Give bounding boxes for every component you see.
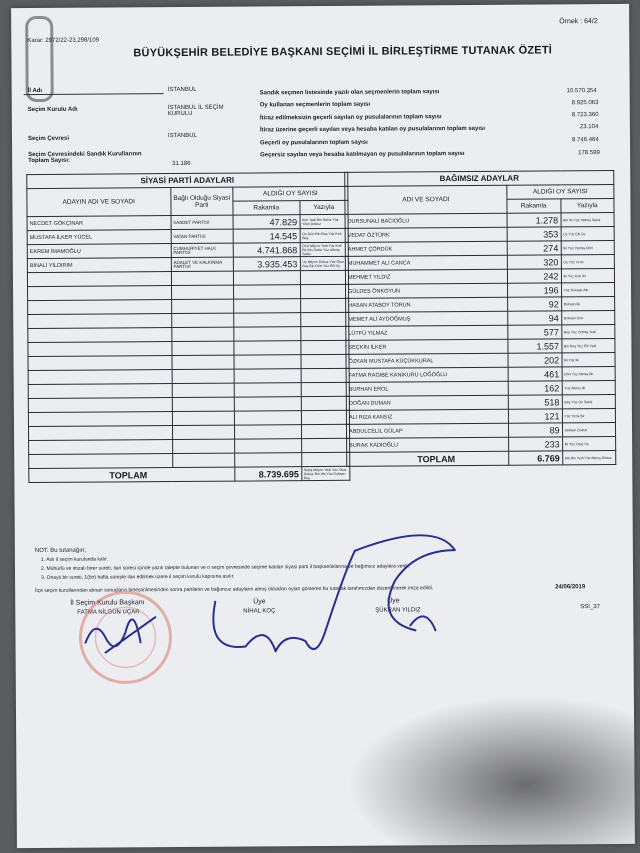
candidate-words: İki Yüz Kırk İki	[561, 268, 615, 282]
document-sheet	[11, 4, 635, 848]
empty-cell	[234, 341, 301, 355]
empty-cell	[300, 284, 349, 298]
col-votes: ALDIĞI OY SAYISI	[233, 186, 348, 201]
empty-cell	[28, 356, 172, 371]
empty-cell	[28, 384, 172, 399]
candidate-name: GÜLDES ÖNKOYUN	[346, 283, 508, 298]
empty-cell	[234, 355, 301, 369]
candidate-name: NECDET GÖKÇINAR	[27, 216, 171, 231]
candidate-votes: 89	[508, 423, 562, 437]
party-table-title: SİYASİ PARTİ ADAYLARI	[27, 172, 348, 188]
empty-cell	[234, 313, 301, 327]
empty-cell	[300, 340, 349, 354]
candidate-words: İki Yüz Otuz Üç	[562, 436, 616, 450]
empty-cell	[301, 438, 350, 452]
empty-cell	[234, 327, 301, 341]
empty-cell	[28, 328, 172, 343]
col-num: Rakamla	[507, 199, 561, 213]
candidate-words: Üç Yüz Elli Üç	[561, 226, 615, 240]
candidate-name: DOĞAN DUMAN	[346, 395, 508, 410]
candidate-name: MEHMET YILDIZ	[345, 269, 507, 284]
empty-cell	[171, 313, 234, 327]
candidate-words: Kırk Yedi Bin Sekiz Yüz Yirmi Dokuz	[300, 214, 349, 228]
candidate-votes: 577	[508, 325, 562, 339]
independent-table-title: BAĞIMSIZ ADAYLAR	[345, 170, 614, 186]
signature-name: ŞÜKRAN YILDIZ	[375, 607, 421, 614]
candidate-votes: 3.935.453	[233, 257, 300, 271]
candidate-name: FATMA RAGIBE KANIKURU LOĞOĞLU	[346, 367, 508, 382]
note-item: 3. Onaylı bir sureti, 1(bir) hafta süreyle ilan edilmek üzere il seçim kurulu kapısına asılır.	[41, 573, 235, 581]
candidate-name: BURHAN EROL	[346, 381, 508, 396]
signature-name: NİHAL KOÇ	[243, 608, 276, 615]
candidate-name: MUSTAFA İLKER YÜCEL	[27, 230, 171, 245]
candidate-votes: 202	[508, 353, 562, 367]
col-words: Yazıyla	[299, 200, 348, 214]
empty-cell	[28, 412, 172, 427]
total-row	[347, 450, 616, 466]
stat-label: Geçersiz sayılan veya hesaba katılmayan oy pusulalarının toplam sayısı	[260, 151, 465, 159]
info-value: 31.186	[172, 160, 191, 168]
note-item: 1. Aslı il seçim kurulunda kalır.	[40, 556, 108, 563]
statement: İlçe seçim kurullarından alınan sonuçların birleştirilmesinden sonra partilerin ve bağımsız adayların almış oldukları oyları gösteren bu tutanak tarafımızdan düzenlenerek imza edildi.	[35, 585, 434, 595]
candidate-name: DURSUNALİ BACIOĞLU	[345, 213, 507, 228]
empty-cell	[300, 326, 349, 340]
candidate-votes: 353	[507, 227, 561, 241]
independent-rows	[345, 212, 616, 452]
empty-cell	[234, 397, 301, 411]
empty-cell	[172, 355, 235, 369]
candidate-words: İki Yüz Yetmiş Dört	[561, 240, 615, 254]
divider	[24, 93, 164, 95]
empty-cell	[300, 298, 349, 312]
candidate-name: AHMET ÇÖRDÜK	[345, 241, 507, 256]
stat-value: 8.746.464	[571, 137, 599, 144]
candidate-votes: 233	[508, 437, 562, 451]
candidate-votes: 1.557	[508, 339, 562, 353]
empty-cell	[234, 299, 301, 313]
candidate-name: ABDULCELİL GÜLAP	[346, 423, 508, 438]
info-label: Seçim Çevresindeki Sandık Kurullarının Toplam Sayısı:	[28, 151, 142, 165]
stat-value: 178.599	[578, 150, 600, 157]
col-party: Bağlı Olduğu Siyasi Parti	[170, 187, 233, 215]
info-value: İSTANBUL	[167, 132, 197, 140]
candidate-name: BURAK KADIOĞLU	[347, 437, 509, 452]
total-label: TOPLAM	[347, 451, 509, 466]
candidate-party: CUMHURİYET HALK PARTİSİ	[171, 243, 234, 257]
notes-heading: NOT: Bu tutanağın;	[34, 547, 86, 555]
stat-label: Geçerli oy pusulalarının toplam sayısı	[260, 139, 368, 147]
candidate-votes: 94	[508, 311, 562, 325]
col-votes: ALDIĞI OY SAYISI	[507, 184, 614, 199]
empty-cell	[28, 398, 172, 413]
candidate-words: Üç Yüz Yirmi	[561, 254, 615, 268]
col-num: Rakamla	[233, 201, 300, 215]
party-candidates-table	[26, 172, 350, 483]
candidate-votes: 242	[507, 269, 561, 283]
candidate-words: Beş Yüz On Sekiz	[562, 394, 616, 408]
empty-cell	[171, 271, 234, 285]
empty-cell	[172, 369, 235, 383]
info-value: İSTANBUL	[167, 86, 197, 94]
independent-candidates-table	[344, 170, 616, 467]
empty-cell	[234, 369, 301, 383]
candidate-words: Bin Beş Yüz Elli Yedi	[561, 338, 615, 352]
empty-cell	[172, 453, 235, 467]
candidate-votes: 196	[507, 283, 561, 297]
signature-name: FATMA NİLGÜN UÇAR	[77, 609, 140, 616]
empty-cell	[234, 411, 301, 425]
col-name: ADI VE SOYADI	[345, 185, 507, 214]
reference-number: Karar: 2972/22-23,298/109	[27, 37, 100, 45]
empty-cell	[29, 440, 173, 455]
shadow-overlay	[346, 694, 635, 846]
empty-rows	[27, 270, 349, 468]
signature-role: Üye	[387, 597, 400, 605]
empty-cell	[171, 299, 234, 313]
empty-cell	[301, 410, 350, 424]
stat-label: İtiraz üzerine geçerli sayılan veya hesaba katılan oy pusulalarının toplam sayısı	[259, 125, 486, 134]
empty-cell	[300, 312, 349, 326]
candidate-words: Yüz Doksan Altı	[561, 282, 615, 296]
total-votes: 8.739.695	[235, 467, 302, 481]
col-words: Yazıyla	[560, 198, 614, 212]
candidate-votes: 461	[508, 367, 562, 381]
empty-cell	[172, 425, 235, 439]
candidate-words: Üç Milyon Dokuz Yüz Otuz Beş Bin Dört Yüz Elli Üç	[300, 256, 349, 270]
candidate-name: EKREM İMAMOĞLU	[27, 244, 171, 259]
candidate-votes: 518	[508, 395, 562, 409]
empty-cell	[234, 285, 301, 299]
document-title: BÜYÜKŞEHİR BELEDİYE BAŞKANI SEÇİMİ İL BİRLEŞTİRME TUTANAK ÖZETİ	[133, 44, 553, 60]
candidate-name: VEDAT ÖZTÜRK	[345, 227, 507, 242]
candidate-votes: 14.545	[233, 229, 300, 243]
candidate-name: MUHAMMET ALİ CANCA	[345, 255, 507, 270]
candidate-words: Bin İki Yüz Yetmiş Sekiz	[561, 212, 615, 226]
candidate-votes: 47.829	[233, 215, 300, 229]
candidate-name: SEÇKİN İLKER	[346, 339, 508, 354]
candidate-words: Seksen Dokuz	[562, 422, 616, 436]
candidate-words: On Dört Bin Beş Yüz Kırk Beş	[300, 228, 349, 242]
empty-cell	[172, 411, 235, 425]
candidate-votes: 320	[507, 255, 561, 269]
empty-cell	[27, 272, 171, 287]
candidate-name: ALİ RIZA KANSIZ	[346, 409, 508, 424]
total-votes: 6.769	[509, 451, 563, 465]
candidate-words: Doksan İki	[561, 296, 615, 310]
total-label: TOPLAM	[29, 467, 235, 482]
total-words: Altı Bin Yedi Yüz Altmış Dokuz	[562, 450, 616, 464]
signature-role: Üye	[253, 598, 266, 606]
empty-cell	[28, 342, 172, 357]
empty-cell	[234, 425, 301, 439]
candidate-words: Dört Milyon Yedi Yüz Kırk Bir Bin Sekiz Yüz Altmış Sekiz	[300, 242, 349, 256]
candidate-words: Dört Yüz Altmış Bir	[562, 366, 616, 380]
empty-cell	[235, 439, 302, 453]
form-id: SSI_37	[580, 604, 600, 611]
candidate-votes: 121	[508, 409, 562, 423]
signature-role: İl Seçim Kurulu Başkanı	[70, 599, 145, 607]
signature-2	[213, 551, 356, 652]
candidate-votes: 1.278	[507, 213, 561, 227]
candidate-party: ADALET VE KALKINMA PARTİSİ	[171, 257, 234, 271]
signature-3	[355, 535, 456, 631]
stat-value: 8.925.063	[571, 100, 599, 107]
info-value: İSTANBUL İL SEÇİM KURULU	[167, 104, 224, 118]
empty-cell	[28, 314, 172, 329]
empty-cell	[172, 341, 235, 355]
empty-cell	[300, 270, 349, 284]
candidate-words: Beş Yüz Yetmiş Yedi	[561, 324, 615, 338]
stat-value: 23.104	[579, 124, 599, 131]
empty-cell	[171, 285, 234, 299]
empty-cell	[301, 452, 350, 466]
empty-cell	[28, 300, 172, 315]
empty-cell	[28, 286, 172, 301]
candidate-votes: 162	[508, 381, 562, 395]
candidate-name: BİNALİ YILDIRIM	[27, 258, 171, 273]
stat-label: Oy kullanan seçmenlerin toplam sayısı	[259, 101, 371, 109]
empty-cell	[301, 382, 350, 396]
empty-cell	[29, 454, 173, 469]
total-words: Sekiz Milyon Yedi Yüz Otuz Dokuz Bin Altı Yüz Doksan Beş	[301, 466, 350, 480]
empty-cell	[28, 370, 172, 385]
stat-value: 8.723.360	[571, 112, 599, 119]
empty-cell	[171, 327, 234, 341]
candidate-votes: 4.741.868	[233, 243, 300, 257]
candidate-name: ÖZKAN MUSTAFA KÜÇÜKKURAL	[346, 353, 508, 368]
info-label: Seçim Kurulu Adı	[27, 106, 78, 114]
candidate-votes: 274	[507, 241, 561, 255]
candidate-words: Yüz Altmış İki	[562, 380, 616, 394]
note-item: 2. Mühürlü ve imzalı birer sureti, ilan süresi içinde yazılı talepte bulunan ve o seçim çevresinde seçime katılan siyasi parti il başkanlıklarına ve bağımsız adaylara verilir.	[40, 563, 411, 572]
candidate-words: Yüz Yirmi Bir	[562, 408, 616, 422]
info-label: Seçim Çevresi	[27, 135, 70, 143]
empty-cell	[28, 426, 172, 441]
total-row	[29, 466, 350, 482]
empty-cell	[301, 424, 350, 438]
empty-cell	[235, 453, 302, 467]
candidate-words: Doksan Dört	[561, 310, 615, 324]
stat-label: İtiraz edilmeksizin geçerli sayılan oy pusulalarının toplam sayısı	[259, 114, 442, 122]
empty-cell	[301, 396, 350, 410]
empty-cell	[172, 397, 235, 411]
empty-cell	[301, 368, 350, 382]
candidate-party: VATAN PARTİSİ	[171, 229, 234, 243]
candidate-name: LÜTFÜ YILMAZ	[346, 325, 508, 340]
candidate-words: İki Yüz İki	[562, 352, 616, 366]
candidate-votes: 92	[507, 297, 561, 311]
candidate-name: MEMET ALİ AYDOĞMUŞ	[346, 311, 508, 326]
stat-value: 10.570.354	[566, 88, 597, 95]
stat-label: Sandık seçmen listesinde yazılı olan seçmenlerin toplam sayısı	[259, 89, 440, 97]
candidate-name: HASAN ATABOY TORUN	[346, 297, 508, 312]
empty-cell	[234, 383, 301, 397]
empty-cell	[172, 383, 235, 397]
candidate-party: SAADET PARTİSİ	[171, 215, 234, 229]
date: 24/06/2019	[555, 584, 586, 591]
signatures-drawing	[15, 509, 634, 713]
info-label: İl Adı	[27, 87, 43, 95]
empty-cell	[301, 354, 350, 368]
empty-cell	[172, 439, 235, 453]
col-name: ADAYIN ADI VE SOYADI	[27, 188, 171, 217]
form-code: Örnek : 64/2	[559, 18, 598, 26]
empty-cell	[233, 271, 300, 285]
